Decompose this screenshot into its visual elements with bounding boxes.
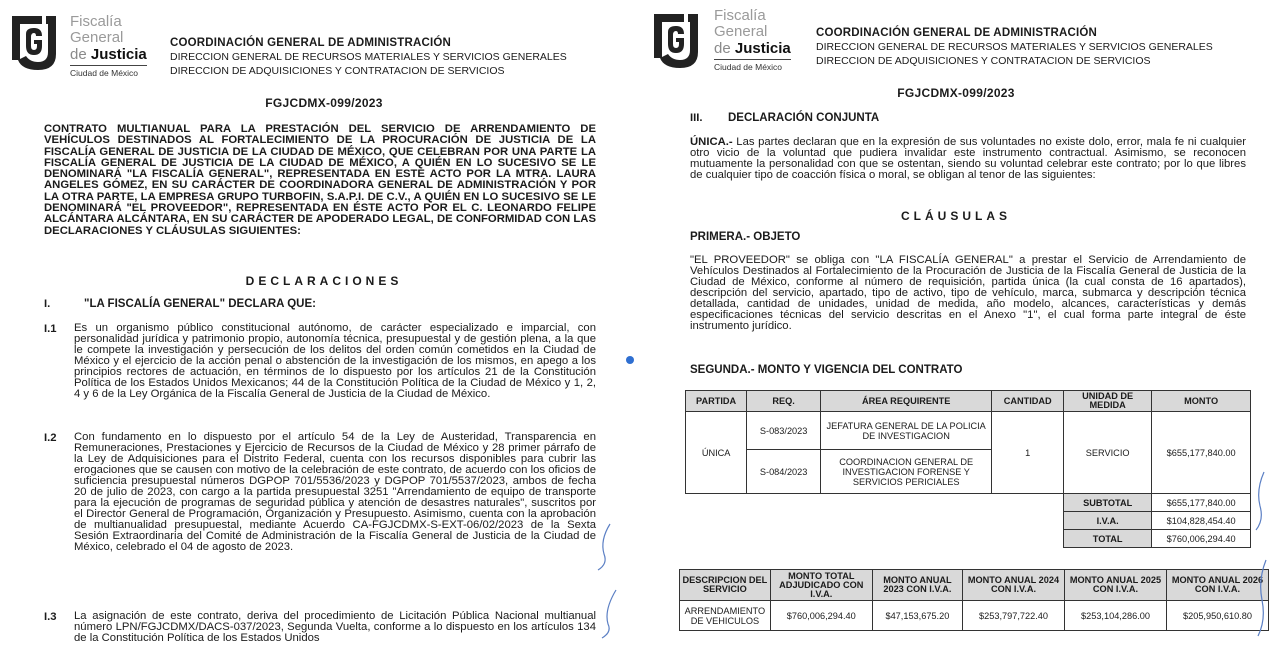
item-number: I.2 [44,432,57,444]
section-title: DECLARACIÓN CONJUNTA [728,112,880,124]
org-line-1: COORDINACIÓN GENERAL DE ADMINISTRACIÓN [816,27,1098,39]
section-title: "LA FISCALÍA GENERAL" DECLARA QUE: [84,298,316,310]
item-number: I.1 [44,323,57,335]
table-cell: $760,006,294.40 [770,601,872,631]
col-header: MONTO ANUAL 2024 CON I.V.A. [963,570,1065,601]
area-cell: JEFATURA GENERAL DE LA POLICIA DE INVESTIGACION [821,412,992,450]
document-page-right [638,0,1274,645]
unica-paragraph [690,137,1246,181]
item-text: Con fundamento en lo dispuesto por el artículo 54 de la Ley de Austeridad, Transparencia en Remuneraciones, Prestaciones y Ejercicio de Recursos de la Ciudad de México y 28 primer párrafo de la Ley de Adquisiciones para el Distrito Federal, cuenta con los recursos disponibles para cubrir las erogaciones que se causen con motivo de la celebración de este contrato, de acuerdo con los oficios de suficiencia presupuestal números DGPOP 701/5536/2023 y DGPOP 701/5537/2023, ambos de fecha 20 de julio de 2023, con cargo a la partida presupuestal 3251 "Arrendamiento de equipo de transporte para la ejecución de programas de seguridad pública y atención de desastres naturales", suscritos por el Director General de Programación, Organización y Presupuesto. Asimismo, cuenta con la aprobación de multianualidad presupuestal, mediante Acuerdo CA-FGJCDMX-S-EXT-06/02/2023 de la Sexta Sesión Extraordinaria del Comité de Administración de la Fiscalía General de Justicia de la Ciudad de México, celebrado el 04 de agosto de 2023. [74,431,596,553]
org-line-2: DIRECCION GENERAL DE RECURSOS MATERIALES Y SERVICIOS GENERALES [816,41,1213,53]
req-cell: S-084/2023 [747,450,821,494]
blank-cell [686,494,1064,512]
req-cell: S-083/2023 [747,412,821,450]
brand-prefix: de [714,40,731,57]
brand-line-1: Fiscalía [70,13,122,30]
org-block [816,26,1213,68]
col-header: PARTIDA [686,391,747,412]
org-line-3: DIRECCION DE ADQUISICIONES Y CONTRATACION DE SERVICIOS [170,65,505,77]
col-header: CANTIDAD [992,391,1064,412]
blank-cell [686,530,1064,548]
col-header: MONTO ANUAL 2026 CON I.V.A. [1166,570,1268,601]
unica-label: ÚNICA.- [690,136,733,148]
monto-cell: $655,177,840.00 [1152,412,1251,494]
brand-city: Ciudad de México [714,59,791,72]
col-header: REQ. [747,391,821,412]
cantidad-cell: 1 [992,412,1064,494]
total-label: TOTAL [1064,530,1152,548]
fgj-logo-icon [4,10,64,74]
brand-line-3 [70,46,147,63]
monto-table [685,390,1251,548]
item-text: La asignación de este contrato, deriva del procedimiento de Licitación Pública Nacional multianual número LPN/FGJCDMX/DACS-037/2023, Segunda Vuelta, conforme a lo dispuesto en los artículos 134 de la Constitución Política de los Estados Unidos [74,610,596,644]
table-cell: $205,950,610.80 [1166,601,1268,631]
brand-strong: Justicia [734,40,791,57]
letterhead [0,6,628,88]
brand-prefix: de [70,46,87,63]
subtotal-value: $655,177,840.00 [1152,494,1251,512]
signature-mark [590,520,620,640]
fgj-logo-icon [646,8,706,72]
brand-wordmark [70,14,147,78]
col-header: DESCRIPCION DEL SERVICIO [680,570,771,601]
signature-mark [1250,470,1272,640]
anual-table [679,569,1269,631]
org-line-2: DIRECCION GENERAL DE RECURSOS MATERIALES Y SERVICIOS GENERALES [170,51,567,63]
col-header: MONTO ANUAL 2023 CON I.V.A. [872,570,962,601]
col-header: ÁREA REQUIRENTE [821,391,992,412]
blank-cell [686,512,1064,530]
brand-strong: Justicia [90,46,147,63]
document-page-left [0,0,628,645]
section-number: I. [44,298,51,310]
brand-wordmark [714,8,791,72]
brand-city: Ciudad de México [70,65,147,78]
brand-line-2: General [70,29,124,46]
iva-label: I.V.A. [1064,512,1152,530]
letterhead [638,6,1274,88]
unica-text: Las partes declaran que en la expresión de sus voluntades no existe dolo, error, mala fe ni cualquier otro vicio de la voluntad que pudiera invalidar este instrumento contractual. Asimismo, se reconocen mutuamente la personalidad con que se ostentan, siendo su voluntad celebrar este contrato; por lo que libres de cualquier tipo de coacción física o moral, se obligan al tenor de las siguientes: [690,136,1246,181]
brand-line-2: General [714,23,768,40]
contract-reference: FGJCDMX-099/2023 [265,96,383,110]
org-line-3: DIRECCION DE ADQUISICIONES Y CONTRATACION DE SERVICIOS [816,55,1151,67]
contract-intro: CONTRATO MULTIANUAL PARA LA PRESTACIÓN DEL SERVICIO DE ARRENDAMIENTO DE VEHÍCULOS DESTINADOS AL FORTALECIMIENTO DE LA PROCURACIÓN DE JUSTICIA DE LA FISCALÍA GENERAL DE JUSTICIA DE LA CIUDAD DE MÉXICO, QUE CELEBRAN POR UNA PARTE LA FISCALÍA GENERAL DE JUSTICIA DE LA CIUDAD DE MÉXICO, A QUIÉN EN LO SUCESIVO SE LE DENOMINARÁ "LA FISCALÍA GENERAL", REPRESENTADA EN ESTE ACTO POR LA MTRA. LAURA ANGELES GÓMEZ, EN SU CARÁCTER DE COORDINADORA GENERAL DE ADMINISTRACIÓN Y POR LA OTRA PARTE, LA EMPRESA GRUPO TURBOFIN, S.A.P.I. DE C.V., A QUIÉN EN LO SUCESIVO SE LE DENOMINARÁ "EL PROVEEDOR", REPRESENTADA EN ÉSTE ACTO POR EL C. LEONARDO FELIPE ALCÁNTARA ALCÁNTARA, EN SU CARÁCTER DE APODERADO LEGAL, DE CONFORMIDAD CON LAS DECLARACIONES Y CLÁUSULAS SIGUIENTES: [44,123,596,237]
table-cell: ARRENDAMIENTO DE VEHICULOS [680,601,771,631]
col-header: UNIDAD DE MEDIDA [1064,391,1152,412]
clausulas-title: CLÁUSULAS [901,209,1011,223]
item-text: Es un organismo público constitucional autónomo, de carácter especializado e imparcial, con personalidad jurídica y patrimonio propio, autonomía técnica, presupuestal y de gestión plena, a la que le compete la investigación y persecución de los delitos del orden común cometidos en la Ciudad de México y el ejercicio de la acción penal o abstención de la investigación de los mismos, en apego a los principios rectores de actuación, en términos de lo dispuesto por los artículos 21 de la Constitución Política de los Estados Unidos Mexicanos; 44 de la Constitución Política de la Ciudad de México y 1, 2, 4 y 6 de la Ley Orgánica de la Fiscalía General de Justicia de la Ciudad de México. [74,322,596,400]
table-cell: $47,153,675.20 [872,601,962,631]
unidad-cell: SERVICIO [1064,412,1152,494]
col-header: MONTO TOTAL ADJUDICADO CON I.V.A. [770,570,872,601]
total-value: $760,006,294.40 [1152,530,1251,548]
area-cell: COORDINACION GENERAL DE INVESTIGACION FORENSE Y SERVICIOS PERICIALES [821,450,992,494]
col-header: MONTO [1152,391,1251,412]
contract-reference: FGJCDMX-099/2023 [897,86,1015,100]
item-number: I.3 [44,611,57,623]
segunda-title: SEGUNDA.- MONTO Y VIGENCIA DEL CONTRATO [690,364,963,376]
section-number: III. [690,112,703,124]
primera-title: PRIMERA.- OBJETO [690,231,801,243]
table-cell: $253,797,722.40 [963,601,1065,631]
primera-text: "EL PROVEEDOR" se obliga con "LA FISCALÍA GENERAL" a prestar el Servicio de Arrendamiento de Vehículos Destinados al Fortalecimiento de la Procuración de Justicia de la Fiscalía General de Justicia de la Ciudad de México, conforme al número de requisición, partida única (la cual consta de 16 apartados), descripción del servicio, apartado, tipo de activo, tipo de vehículo, marca, submarca y descripción técnica detallada, cantidad de unidades, unidad de medida, año modelo, alcances, características y demás especificaciones técnicas del servicio descritas en el Anexo "1", el cual forma parte integral de éste instrumento jurídico. [690,254,1246,332]
iva-value: $104,828,454.40 [1152,512,1251,530]
org-block [170,36,567,78]
partida-cell: ÚNICA [686,412,747,494]
col-header: MONTO ANUAL 2025 CON I.V.A. [1064,570,1166,601]
brand-line-3 [714,40,791,57]
table-cell: $253,104,286.00 [1064,601,1166,631]
declaraciones-title: DECLARACIONES [245,274,403,288]
page-divider-dot [626,356,634,364]
org-line-1: COORDINACIÓN GENERAL DE ADMINISTRACIÓN [170,37,452,49]
brand-line-1: Fiscalía [714,7,766,24]
subtotal-label: SUBTOTAL [1064,494,1152,512]
